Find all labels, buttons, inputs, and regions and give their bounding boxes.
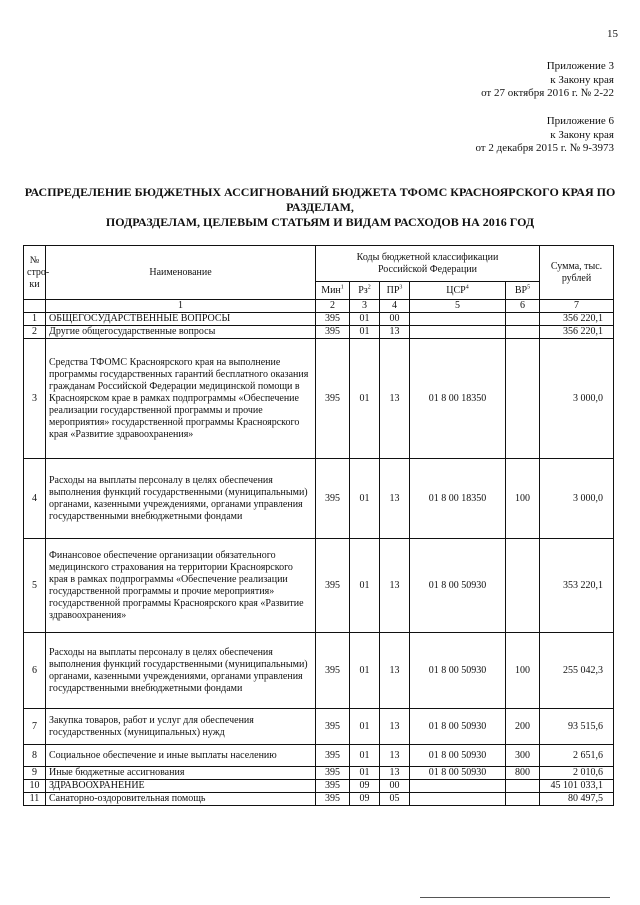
appendix-current-line3: от 27 октября 2016 г. № 2-22 bbox=[481, 87, 614, 99]
appendix-original-block bbox=[475, 115, 614, 156]
column-number: 5 bbox=[410, 300, 506, 313]
header-vr: $ВР^5$ bbox=[506, 282, 540, 300]
table-row bbox=[24, 709, 614, 745]
row-rz: 01 bbox=[350, 767, 380, 780]
row-csr bbox=[410, 313, 506, 326]
row-csr: 01 8 00 50930 bbox=[410, 633, 506, 709]
header-codes-l2: Российской Федерации bbox=[377, 263, 477, 275]
row-pr: 13 bbox=[380, 745, 410, 767]
footer-line bbox=[420, 897, 610, 898]
column-number: 1 bbox=[46, 300, 316, 313]
table-row bbox=[24, 459, 614, 539]
header-row-number bbox=[24, 246, 50, 300]
table-row bbox=[24, 633, 614, 709]
row-min: 395 bbox=[316, 633, 350, 709]
header-sum-l2: рублей bbox=[561, 272, 592, 284]
table-row bbox=[24, 339, 614, 459]
row-vr bbox=[506, 326, 540, 339]
row-pr: 13 bbox=[380, 633, 410, 709]
row-number: 10 bbox=[24, 780, 46, 793]
table-row bbox=[24, 767, 614, 780]
row-vr bbox=[506, 780, 540, 793]
row-rz: 01 bbox=[350, 633, 380, 709]
row-sum: 3 000,0 bbox=[540, 459, 614, 539]
row-csr: 01 8 00 50930 bbox=[410, 539, 506, 633]
row-number: 1 bbox=[24, 313, 46, 326]
row-name: Закупка товаров, работ и услуг для обеспечения государственных (муниципальных) нужд bbox=[46, 709, 316, 745]
column-number: 2 bbox=[316, 300, 350, 313]
row-rz: 01 bbox=[350, 313, 380, 326]
header-codes bbox=[316, 246, 540, 282]
row-csr bbox=[410, 780, 506, 793]
row-number: 3 bbox=[24, 339, 46, 459]
appendix-current-block bbox=[481, 60, 614, 101]
row-min: 395 bbox=[316, 793, 350, 806]
column-number: 3 bbox=[350, 300, 380, 313]
row-min: 395 bbox=[316, 459, 350, 539]
table-row bbox=[24, 313, 614, 326]
row-number: 11 bbox=[24, 793, 46, 806]
row-vr bbox=[506, 793, 540, 806]
header-row-number-l3: ки bbox=[29, 278, 40, 290]
row-csr: 01 8 00 18350 bbox=[410, 339, 506, 459]
row-sum: 356 220,1 bbox=[540, 326, 614, 339]
row-sum: 2 651,6 bbox=[540, 745, 614, 767]
row-rz: 01 bbox=[350, 326, 380, 339]
row-min: 395 bbox=[316, 339, 350, 459]
row-name: Иные бюджетные ассигнования bbox=[46, 767, 316, 780]
page-number: 15 bbox=[607, 28, 618, 40]
row-pr: 00 bbox=[380, 780, 410, 793]
row-pr: 05 bbox=[380, 793, 410, 806]
row-vr: 800 bbox=[506, 767, 540, 780]
header-name: Наименование bbox=[46, 246, 316, 300]
budget-table bbox=[23, 245, 614, 806]
row-name: Средства ТФОМС Красноярского края на выполнение программы государственных гарантий бесплатного оказания гражданам Российской Федерации медицинской помощи в Красноярском крае в рамках подпрограммы «Обеспечение реализации государственной программы и прочие мероприятия» государственной программы Красноярского края «Развитие здравоохранения» bbox=[46, 339, 316, 459]
appendix-current-line2: к Закону края bbox=[550, 73, 614, 86]
row-min: 395 bbox=[316, 313, 350, 326]
table-row bbox=[24, 326, 614, 339]
document-title-line2: ПОДРАЗДЕЛАМ, ЦЕЛЕВЫМ СТАТЬЯМ И ВИДАМ РАСХОДОВ НА 2016 ГОД bbox=[105, 215, 535, 229]
row-number: 5 bbox=[24, 539, 46, 633]
row-vr bbox=[506, 313, 540, 326]
table-row bbox=[24, 780, 614, 793]
row-name: Другие общегосударственные вопросы bbox=[46, 326, 316, 339]
row-rz: 01 bbox=[350, 339, 380, 459]
document-title bbox=[20, 185, 620, 230]
row-min: 395 bbox=[316, 767, 350, 780]
row-sum: 353 220,1 bbox=[540, 539, 614, 633]
row-csr: 01 8 00 50930 bbox=[410, 767, 506, 780]
row-name: Санаторно-оздоровительная помощь bbox=[46, 793, 316, 806]
row-min: 395 bbox=[316, 326, 350, 339]
table-row bbox=[24, 539, 614, 633]
row-csr: 01 8 00 18350 bbox=[410, 459, 506, 539]
row-number: 8 bbox=[24, 745, 46, 767]
row-vr bbox=[506, 339, 540, 459]
row-name: ОБЩЕГОСУДАРСТВЕННЫЕ ВОПРОСЫ bbox=[46, 313, 316, 326]
column-number: 7 bbox=[540, 300, 614, 313]
header-min: Мин$^1$ bbox=[316, 282, 350, 300]
row-rz: 01 bbox=[350, 539, 380, 633]
header-pr: $ПР^3$ bbox=[380, 282, 410, 300]
row-vr: 100 bbox=[506, 459, 540, 539]
row-rz: 01 bbox=[350, 709, 380, 745]
header-sum bbox=[540, 246, 614, 300]
row-min: 395 bbox=[316, 709, 350, 745]
row-vr bbox=[506, 539, 540, 633]
row-vr: 100 bbox=[506, 633, 540, 709]
appendix-original-line3: от 2 декабря 2015 г. № 9-3973 bbox=[475, 142, 614, 154]
row-number: 4 bbox=[24, 459, 46, 539]
header-codes-l1: Коды бюджетной классификации bbox=[356, 251, 499, 263]
row-name: Расходы на выплаты персоналу в целях обеспечения выполнения функций государственными (муниципальными) органами, казенными учреждениями, органами управления государственными внебюджетными фондами bbox=[46, 459, 316, 539]
row-pr: 13 bbox=[380, 459, 410, 539]
header-row-number-l1: № bbox=[29, 254, 40, 266]
row-rz: 09 bbox=[350, 793, 380, 806]
document-title-line1: РАСПРЕДЕЛЕНИЕ БЮДЖЕТНЫХ АССИГНОВАНИЙ БЮДЖЕТА ТФОМС КРАСНОЯРСКОГО КРАЯ ПО РАЗДЕЛАМ, bbox=[24, 185, 616, 214]
row-sum: 356 220,1 bbox=[540, 313, 614, 326]
row-sum: 2 010,6 bbox=[540, 767, 614, 780]
column-numbers-row bbox=[24, 300, 614, 313]
table-row bbox=[24, 793, 614, 806]
row-vr: 200 bbox=[506, 709, 540, 745]
row-pr: 13 bbox=[380, 339, 410, 459]
row-number: 2 bbox=[24, 326, 46, 339]
row-name: Расходы на выплаты персоналу в целях обеспечения выполнения функций государственными (муниципальными) органами, казенными учреждениями, органами управления государственными внебюджетными фондами bbox=[46, 633, 316, 709]
row-sum: 255 042,3 bbox=[540, 633, 614, 709]
row-csr: 01 8 00 50930 bbox=[410, 745, 506, 767]
header-sum-l1: Сумма, тыс. bbox=[550, 260, 603, 272]
column-number bbox=[24, 300, 46, 313]
column-number: 4 bbox=[380, 300, 410, 313]
header-rz: $Рз^2$ bbox=[350, 282, 380, 300]
row-csr bbox=[410, 793, 506, 806]
row-name: Социальное обеспечение и иные выплаты населению bbox=[46, 745, 316, 767]
appendix-original-line2: к Закону края bbox=[550, 128, 614, 141]
row-pr: 13 bbox=[380, 709, 410, 745]
row-name: Финансовое обеспечение организации обязательного медицинского страхования на территории Красноярского края в рамках подпрограммы «Обеспечение реализации государственной программы и прочие мероприятия» государственной программы Красноярского края «Развитие здравоохранения» bbox=[46, 539, 316, 633]
row-sum: 80 497,5 bbox=[540, 793, 614, 806]
row-sum: 3 000,0 bbox=[540, 339, 614, 459]
row-vr: 300 bbox=[506, 745, 540, 767]
row-number: 9 bbox=[24, 767, 46, 780]
row-pr: 13 bbox=[380, 326, 410, 339]
row-sum: 45 101 033,1 bbox=[540, 780, 614, 793]
row-pr: 13 bbox=[380, 767, 410, 780]
table-row bbox=[24, 745, 614, 767]
row-sum: 93 515,6 bbox=[540, 709, 614, 745]
row-rz: 01 bbox=[350, 459, 380, 539]
column-number: 6 bbox=[506, 300, 540, 313]
row-csr: 01 8 00 50930 bbox=[410, 709, 506, 745]
header-row-number-l2: стро- bbox=[27, 266, 50, 278]
header-csr: ЦСР$^4$ bbox=[410, 282, 506, 300]
row-csr bbox=[410, 326, 506, 339]
row-pr: 00 bbox=[380, 313, 410, 326]
row-name: ЗДРАВООХРАНЕНИЕ bbox=[46, 780, 316, 793]
row-rz: 09 bbox=[350, 780, 380, 793]
appendix-current-line1: Приложение 3 bbox=[546, 60, 614, 72]
row-rz: 01 bbox=[350, 745, 380, 767]
row-number: 7 bbox=[24, 709, 46, 745]
appendix-original-line1: Приложение 6 bbox=[546, 115, 614, 127]
row-number: 6 bbox=[24, 633, 46, 709]
row-min: 395 bbox=[316, 780, 350, 793]
row-min: 395 bbox=[316, 745, 350, 767]
row-min: 395 bbox=[316, 539, 350, 633]
row-pr: 13 bbox=[380, 539, 410, 633]
